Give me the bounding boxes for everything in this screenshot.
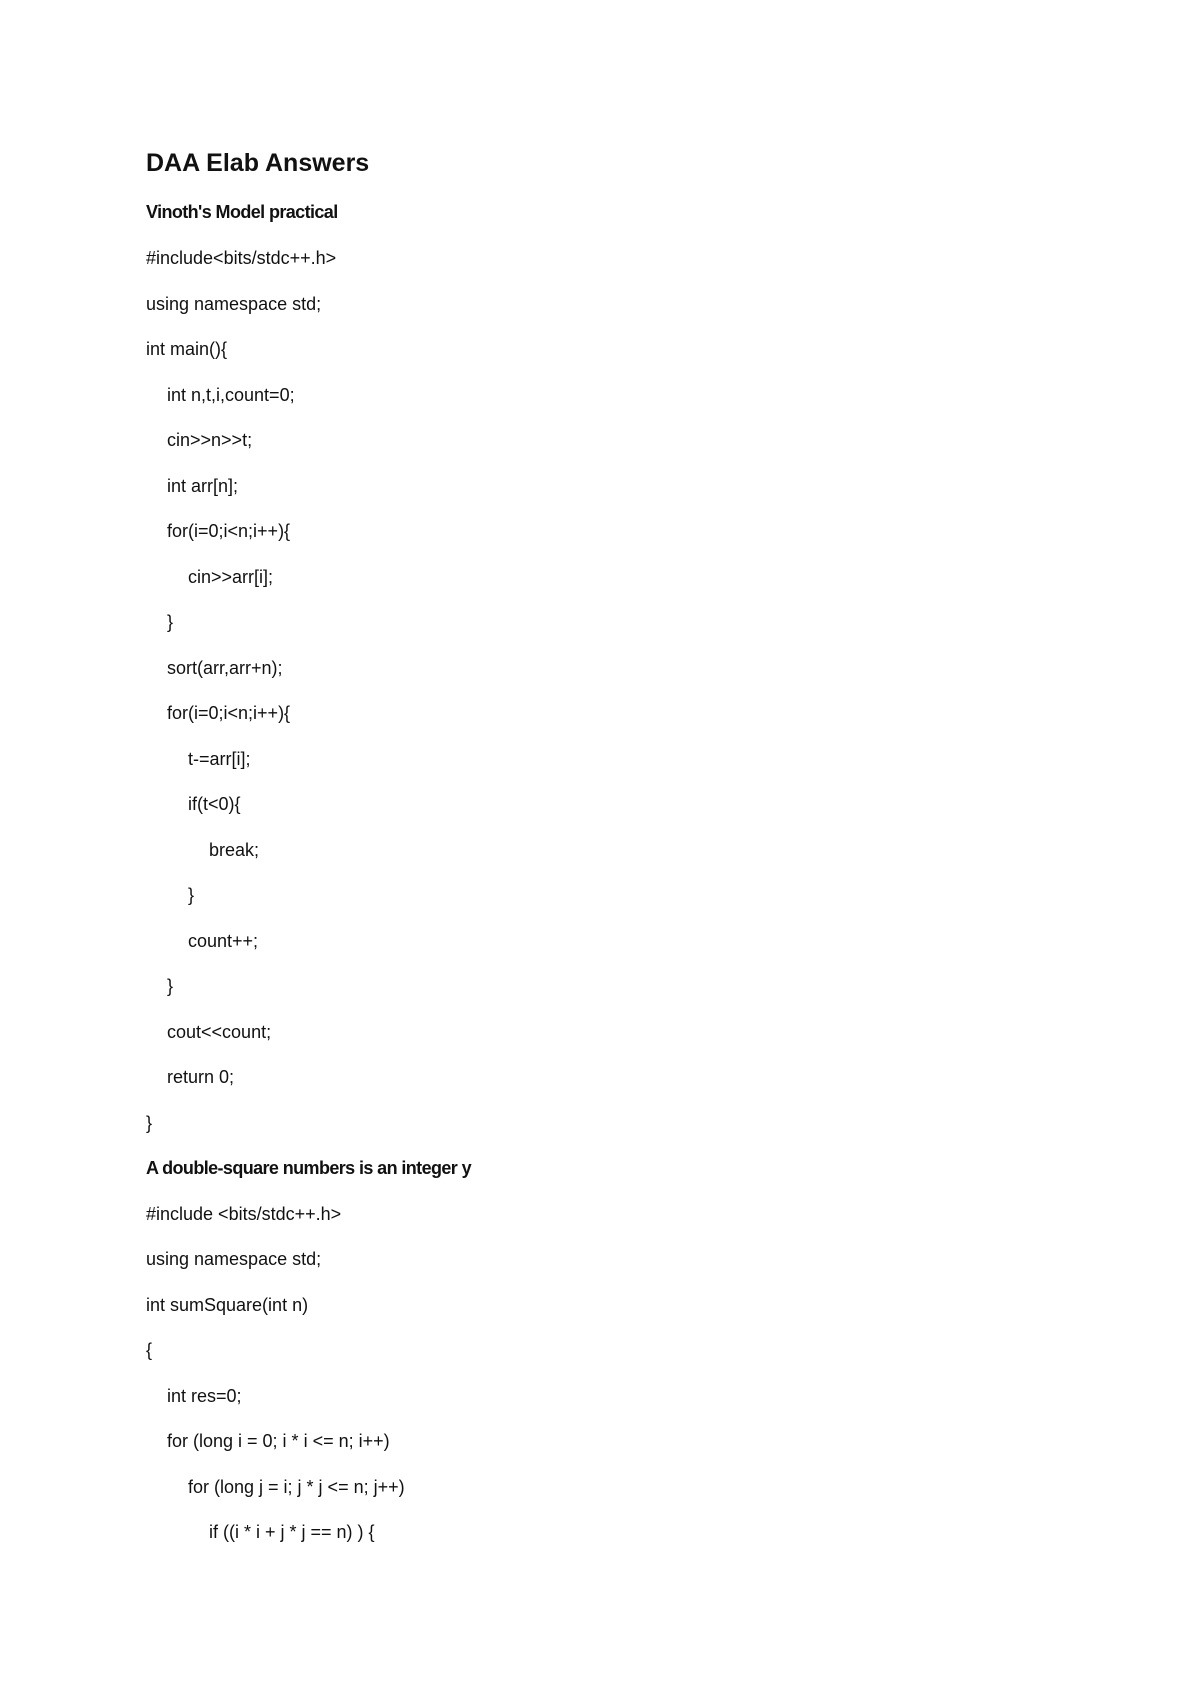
code-line: if ((i * i + j * j == n) ) {: [209, 1522, 375, 1542]
code-line: for(i=0;i<n;i++){: [167, 703, 291, 723]
code-line: int sumSquare(int n): [146, 1295, 309, 1315]
code-line: break;: [209, 840, 260, 860]
code-line: count++;: [188, 931, 259, 951]
code-line: sort(arr,arr+n);: [167, 658, 283, 678]
code-line: int res=0;: [167, 1386, 242, 1406]
code-line: #include <bits/stdc++.h>: [146, 1204, 342, 1224]
code-line: #include<bits/stdc++.h>: [146, 248, 337, 268]
code-line: for (long j = i; j * j <= n; j++): [188, 1477, 405, 1497]
code-line: for (long i = 0; i * i <= n; i++): [167, 1431, 390, 1451]
section-heading: A double-square numbers is an integer y: [146, 1158, 472, 1178]
code-line: cout<<count;: [167, 1022, 272, 1042]
section-heading: Vinoth's Model practical: [146, 202, 338, 222]
code-line: for(i=0;i<n;i++){: [167, 521, 291, 541]
code-line: int main(){: [146, 339, 228, 359]
code-line: if(t<0){: [188, 794, 241, 814]
code-line: return 0;: [167, 1067, 235, 1087]
code-line: t-=arr[i];: [188, 749, 251, 769]
code-line: {: [146, 1340, 153, 1360]
document-title: DAA Elab Answers: [146, 149, 370, 177]
code-line: }: [146, 1113, 153, 1133]
code-line: }: [188, 885, 195, 905]
code-line: }: [167, 976, 174, 996]
code-line: using namespace std;: [146, 294, 322, 314]
code-line: }: [167, 612, 174, 632]
code-line: cin>>arr[i];: [188, 567, 274, 587]
code-line: using namespace std;: [146, 1249, 322, 1269]
code-line: int n,t,i,count=0;: [167, 385, 295, 405]
code-line: int arr[n];: [167, 476, 239, 496]
code-line: cin>>n>>t;: [167, 430, 253, 450]
